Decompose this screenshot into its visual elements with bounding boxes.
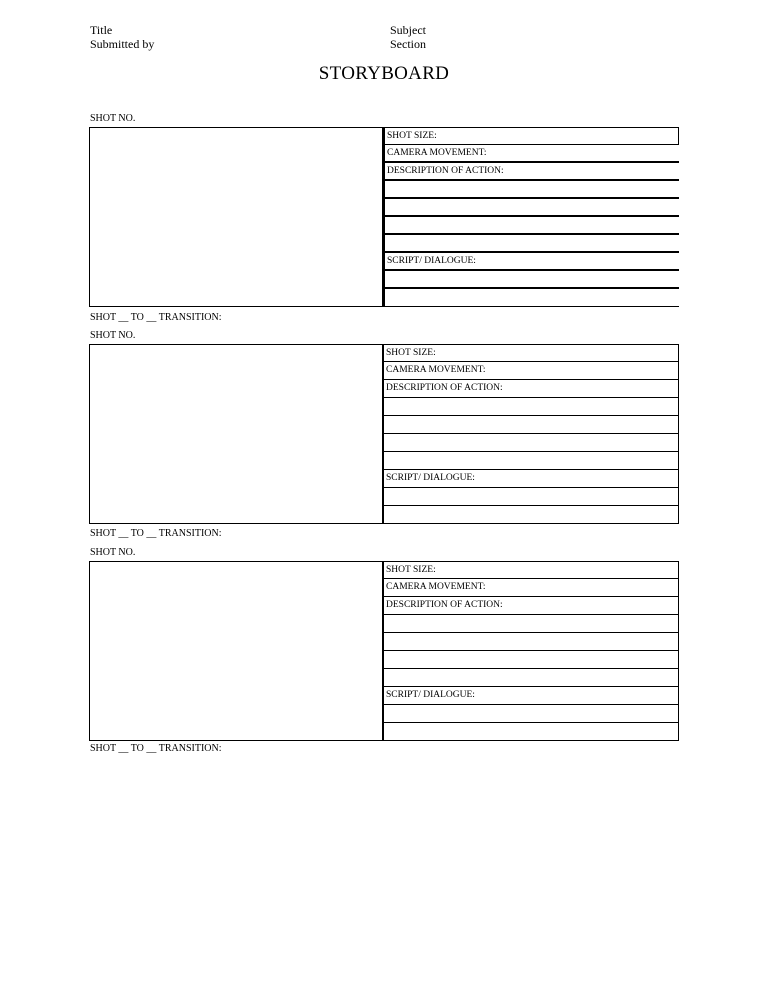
shot-size-field[interactable]: SHOT SIZE: xyxy=(383,344,679,362)
description-line[interactable] xyxy=(383,615,679,633)
shot-frame-3 xyxy=(89,561,383,741)
description-label[interactable]: DESCRIPTION OF ACTION: xyxy=(383,597,679,615)
script-line[interactable] xyxy=(383,289,679,307)
shot-number-label: SHOT NO. xyxy=(90,547,136,558)
camera-movement-field[interactable]: CAMERA MOVEMENT: xyxy=(383,145,679,163)
description-label[interactable]: DESCRIPTION OF ACTION: xyxy=(383,380,679,398)
description-label[interactable]: DESCRIPTION OF ACTION: xyxy=(383,163,679,181)
shot-frame-2 xyxy=(89,344,383,524)
description-line[interactable] xyxy=(383,199,679,217)
transition-label: SHOT __ TO __ TRANSITION: xyxy=(90,743,222,754)
transition-label: SHOT __ TO __ TRANSITION: xyxy=(90,528,222,539)
page-title: STORYBOARD xyxy=(318,63,450,84)
description-line[interactable] xyxy=(383,669,679,687)
description-line[interactable] xyxy=(383,651,679,669)
shot-frame-1 xyxy=(89,127,383,307)
script-label[interactable]: SCRIPT/ DIALOGUE: xyxy=(383,470,679,488)
script-line[interactable] xyxy=(383,705,679,723)
description-line[interactable] xyxy=(383,434,679,452)
description-line[interactable] xyxy=(383,633,679,651)
shot-size-field[interactable]: SHOT SIZE: xyxy=(383,127,679,145)
subject-label: Subject xyxy=(390,23,426,37)
shot-fields-1 xyxy=(383,127,679,307)
script-line[interactable] xyxy=(383,506,679,524)
script-line[interactable] xyxy=(383,488,679,506)
script-label[interactable]: SCRIPT/ DIALOGUE: xyxy=(383,687,679,705)
transition-label: SHOT __ TO __ TRANSITION: xyxy=(90,312,222,323)
shot-size-field[interactable]: SHOT SIZE: xyxy=(383,561,679,579)
submitted-by-label: Submitted by xyxy=(90,37,155,51)
camera-movement-field[interactable]: CAMERA MOVEMENT: xyxy=(383,579,679,597)
section-label: Section xyxy=(390,37,426,51)
description-line[interactable] xyxy=(383,416,679,434)
shot-number-label: SHOT NO. xyxy=(90,113,136,124)
script-line[interactable] xyxy=(383,723,679,741)
title-label: Title xyxy=(90,23,113,37)
description-line[interactable] xyxy=(383,452,679,470)
shot-fields-2 xyxy=(383,344,679,524)
camera-movement-field[interactable]: CAMERA MOVEMENT: xyxy=(383,362,679,380)
description-line[interactable] xyxy=(383,217,679,235)
description-line[interactable] xyxy=(383,235,679,253)
script-line[interactable] xyxy=(383,271,679,289)
shot-number-label: SHOT NO. xyxy=(90,330,136,341)
script-label[interactable]: SCRIPT/ DIALOGUE: xyxy=(383,253,679,271)
description-line[interactable] xyxy=(383,398,679,416)
shot-fields-3 xyxy=(383,561,679,741)
description-line[interactable] xyxy=(383,181,679,199)
